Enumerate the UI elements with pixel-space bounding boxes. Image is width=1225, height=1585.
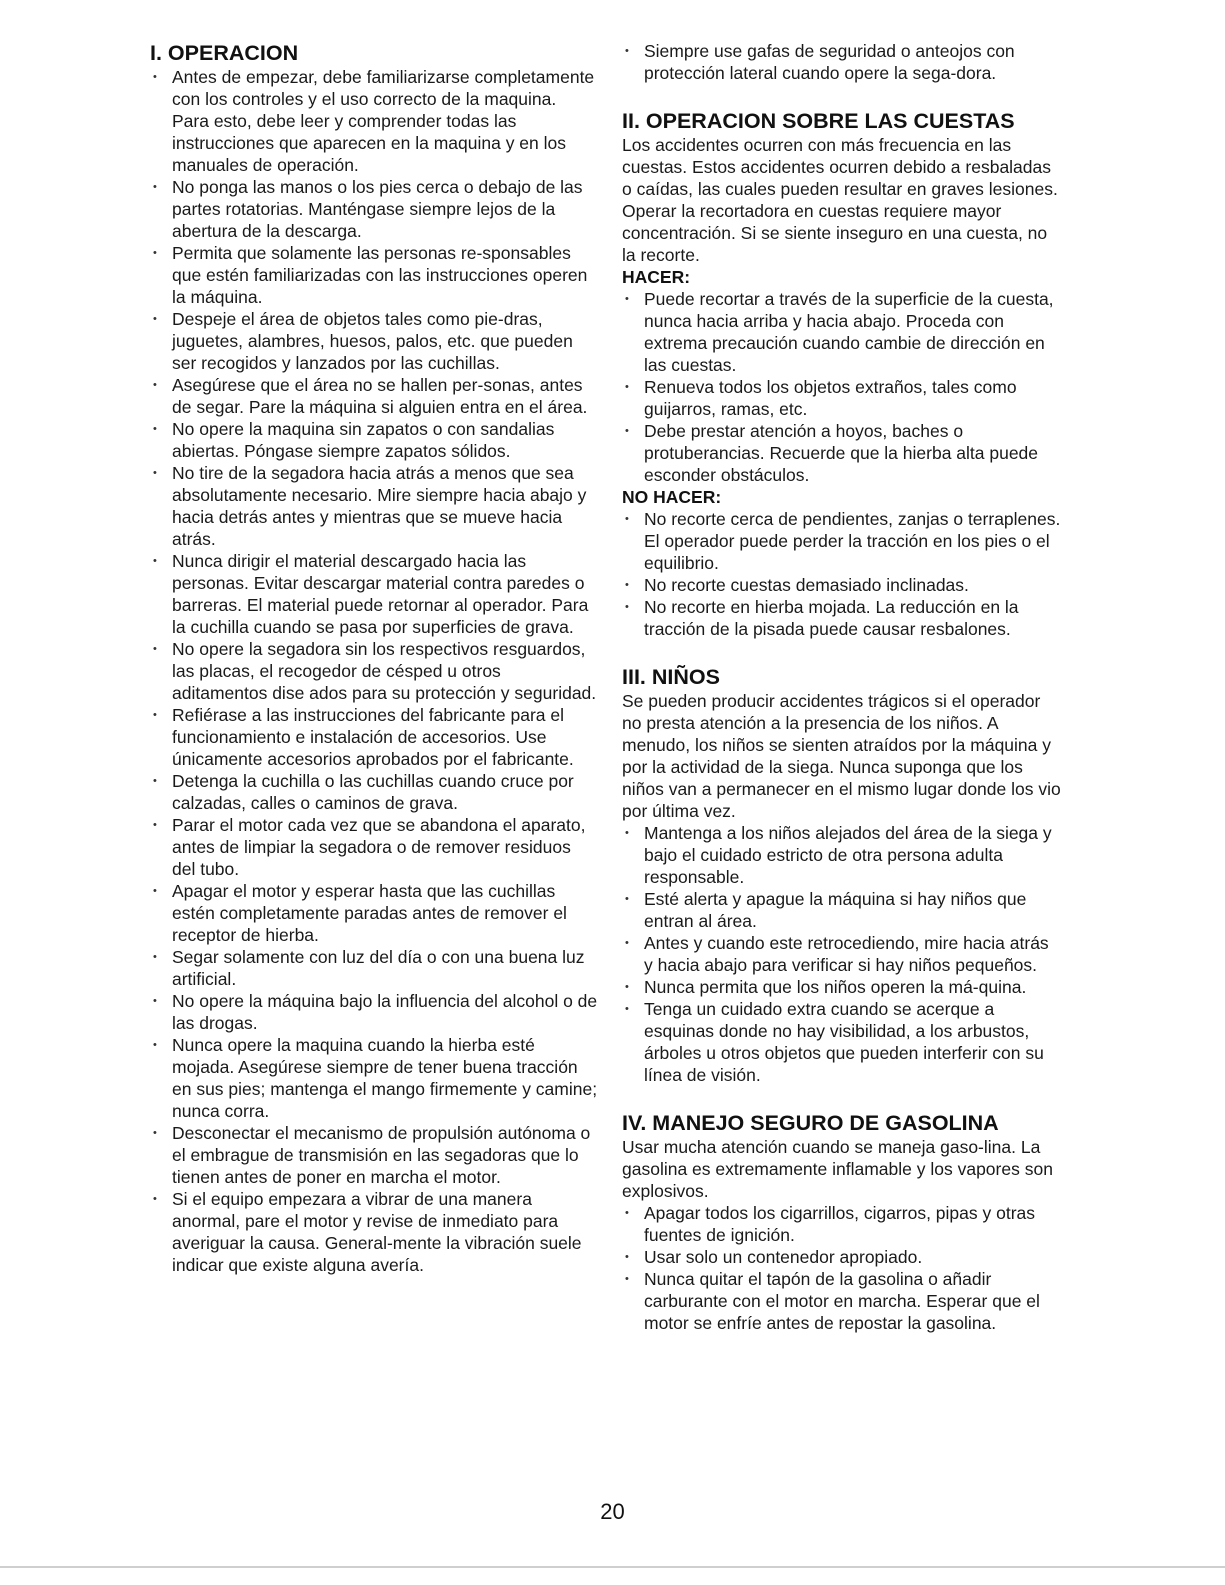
section-1-title: I. OPERACION xyxy=(150,41,299,65)
section-4-intro: Usar mucha atención cuando se maneja gaso-lina. La gasolina es extremamente inflamable y los vapores son explosivos. xyxy=(622,1137,1053,1201)
list-item: • Apagar el motor y esperar hasta que las cuchillas estén completamente paradas antes de remover el receptor de hierba. xyxy=(150,880,598,946)
section-2-title: II. OPERACION SOBRE LAS CUESTAS xyxy=(622,109,1015,133)
list-item: • Renueva todos los objetos extraños, tales como guijarros, ramas, etc. xyxy=(622,376,1062,420)
section-2-intro: Los accidentes ocurren con más frecuencia en las cuestas. Estos accidentes ocurren debido a resbaladas o caídas, las cuales pueden resultar en graves lesiones. Operar la recortadora en cuestas requiere mayor concentración. Si se siente inseguro en una cuesta, no la recorte. xyxy=(622,135,1058,265)
list-item: • Nunca opere la maquina cuando la hierba esté mojada. Asegúrese siempre de tener buena tracción en sus pies; mantenga el mango firmemente y camine; nunca corra. xyxy=(150,1034,598,1122)
left-column xyxy=(150,40,598,1276)
list-item: • Mantenga a los niños alejados del área de la siega y bajo el cuidado estricto de otra persona adulta responsable. xyxy=(622,822,1062,888)
list-item: • Parar el motor cada vez que se abandona el aparato, antes de limpiar la segadora o de remover residuos del tubo. xyxy=(150,814,598,880)
do-list xyxy=(622,288,1062,486)
list-item: • No tire de la segadora hacia atrás a menos que sea absolutamente necesario. Mire siempre hacia abajo y hacia detrás antes y mientras que se mueve hacia atrás. xyxy=(150,462,598,550)
list-item: • Nunca quitar el tapón de la gasolina o añadir carburante con el motor en marcha. Esperar que el motor se enfríe antes de repostar la gasolina. xyxy=(622,1268,1062,1334)
list-item: • Usar solo un contenedor apropiado. xyxy=(622,1246,1062,1268)
list-item: • Siempre use gafas de seguridad o anteojos con protección lateral cuando opere la sega-dora. xyxy=(622,40,1062,84)
dont-heading: NO HACER: xyxy=(622,487,722,507)
section-1-list xyxy=(150,66,598,1276)
list-item: • Antes de empezar, debe familiarizarse completamente con los controles y el uso correcto de la maquina. Para esto, debe leer y comprender todas las instrucciones que aparecen en la maquina y en los manuales de operación. xyxy=(150,66,598,176)
list-item: • No recorte en hierba mojada. La reducción en la tracción de la pisada puede causar resbalones. xyxy=(622,596,1062,640)
list-item: • Tenga un cuidado extra cuando se acerque a esquinas donde no hay visibilidad, a los arbustos, árboles u otros objetos que pueden interferir con su línea de visión. xyxy=(622,998,1062,1086)
list-item: • Permita que solamente las personas re-sponsables que estén familiarizadas con las instrucciones operen la máquina. xyxy=(150,242,598,308)
section-4-list xyxy=(622,1202,1062,1334)
page-number: 20 xyxy=(600,1499,625,1524)
list-item: • Esté alerta y apague la máquina si hay niños que entran al área. xyxy=(622,888,1062,932)
right-column xyxy=(622,40,1062,1334)
list-item: • No opere la maquina sin zapatos o con sandalias abiertas. Póngase siempre zapatos sólidos. xyxy=(150,418,598,462)
list-item: • No recorte cuestas demasiado inclinadas. xyxy=(622,574,1062,596)
bottom-divider xyxy=(0,1566,1225,1568)
list-item: • No ponga las manos o los pies cerca o debajo de las partes rotatorias. Manténgase siempre lejos de la abertura de la descarga. xyxy=(150,176,598,242)
list-item: • No opere la máquina bajo la influencia del alcohol o de las drogas. xyxy=(150,990,598,1034)
section-3-title: III. NIÑOS xyxy=(622,665,720,689)
section-1-continued-list xyxy=(622,40,1062,84)
list-item: • Detenga la cuchilla o las cuchillas cuando cruce por calzadas, calles o caminos de grava. xyxy=(150,770,598,814)
section-3-list xyxy=(622,822,1062,1086)
do-heading: HACER: xyxy=(622,267,691,287)
list-item: • Apagar todos los cigarrillos, cigarros, pipas y otras fuentes de ignición. xyxy=(622,1202,1062,1246)
section-3-intro: Se pueden producir accidentes trágicos si el operador no presta atención a la presencia de los niños. A menudo, los niños se sienten atraídos por la máquina y por la actividad de la siega. Nunca suponga que los niños van a permanecer en el mismo lugar donde los vio por última vez. xyxy=(622,691,1061,821)
list-item: • Asegúrese que el área no se hallen per-sonas, antes de segar. Pare la máquina si alguien entra en el área. xyxy=(150,374,598,418)
list-item: • Segar solamente con luz del día o con una buena luz artificial. xyxy=(150,946,598,990)
section-4-title: IV. MANEJO SEGURO DE GASOLINA xyxy=(622,1111,999,1135)
list-item: • Refiérase a las instrucciones del fabricante para el funcionamiento e instalación de accesorios. Use únicamente accesorios aprobados por el fabricante. xyxy=(150,704,598,770)
list-item: • Antes y cuando este retrocediendo, mire hacia atrás y hacia abajo para verificar si hay niños pequeños. xyxy=(622,932,1062,976)
list-item: • Desconectar el mecanismo de propulsión autónoma o el embrague de transmisión en las segadoras que lo tienen antes de poner en marcha el motor. xyxy=(150,1122,598,1188)
list-item: • Si el equipo empezara a vibrar de una manera anormal, pare el motor y revise de inmediato para averiguar la causa. General-mente la vibración suele indicar que existe alguna avería. xyxy=(150,1188,598,1276)
list-item: • Puede recortar a través de la superficie de la cuesta, nunca hacia arriba y hacia abajo. Proceda con extrema precaución cuando cambie de dirección en las cuestas. xyxy=(622,288,1062,376)
list-item: • No recorte cerca de pendientes, zanjas o terraplenes. El operador puede perder la tracción en los pies o el equilibrio. xyxy=(622,508,1062,574)
list-item: • Debe prestar atención a hoyos, baches o protuberancias. Recuerde que la hierba alta puede esconder obstáculos. xyxy=(622,420,1062,486)
dont-list xyxy=(622,508,1062,640)
list-item: • Nunca permita que los niños operen la má-quina. xyxy=(622,976,1062,998)
list-item: • Nunca dirigir el material descargado hacia las personas. Evitar descargar material contra paredes o barreras. El material puede retornar al operador. Para la cuchilla cuando se pasa por superficies de grava. xyxy=(150,550,598,638)
list-item: • No opere la segadora sin los respectivos resguardos, las placas, el recogedor de césped u otros aditamentos dise ados para su protección y seguridad. xyxy=(150,638,598,704)
list-item: • Despeje el área de objetos tales como pie-dras, juguetes, alambres, huesos, palos, etc. que pueden ser recogidos y lanzados por las cuchillas. xyxy=(150,308,598,374)
